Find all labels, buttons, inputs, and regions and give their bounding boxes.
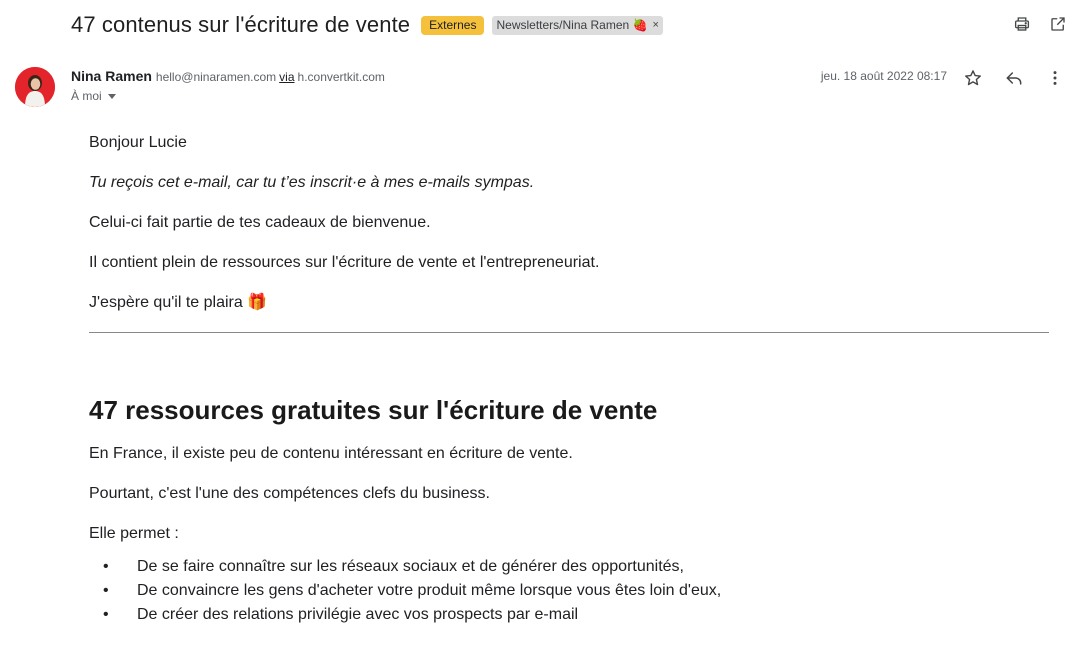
print-icon[interactable]	[1013, 15, 1031, 33]
label-newsletters[interactable]	[492, 16, 662, 35]
list-item: • De se faire connaître sur les réseaux sociaux et de générer des opportunités,	[89, 555, 1049, 579]
list-item: • De convaincre les gens d'acheter votre produit même lorsque vous êtes loin d'eux,	[89, 579, 1049, 603]
divider	[89, 332, 1049, 333]
recipient-label: À moi	[71, 89, 102, 103]
thread-actions	[1013, 15, 1067, 33]
open-in-new-window-icon[interactable]	[1049, 15, 1067, 33]
email-subject-row	[71, 10, 663, 40]
message-date: jeu. 18 août 2022 08:17	[820, 69, 947, 83]
more-vert-icon[interactable]	[1045, 68, 1065, 88]
sender-email: hello@ninaramen.com	[155, 70, 277, 84]
list-item: • De créer des relations privilégie avec vos prospects par e-mail	[89, 603, 1049, 627]
greeting: Bonjour Lucie	[89, 134, 187, 151]
section-paragraph-2: Pourtant, c'est l'une des compétences clefs du business.	[89, 485, 490, 502]
label-externes[interactable]: Externes	[421, 16, 484, 35]
section-paragraph-3: Elle permet :	[89, 525, 179, 542]
section-paragraph-1: En France, il existe peu de contenu intéressant en écriture de vente.	[89, 445, 573, 462]
chevron-down-icon[interactable]	[108, 94, 116, 99]
body-line-3: J'espère qu'il te plaira 🎁	[89, 294, 268, 311]
via-link[interactable]: via	[279, 70, 295, 84]
star-icon[interactable]	[963, 68, 983, 88]
recipient-toggle[interactable]	[71, 89, 116, 103]
sender-name[interactable]: Nina Ramen	[71, 68, 152, 84]
label-newsletters-text: Newsletters/Nina Ramen 🍓	[496, 17, 648, 32]
reply-icon[interactable]	[1004, 68, 1024, 88]
email-body	[89, 132, 1049, 627]
body-line-2: Il contient plein de ressources sur l'écriture de vente et l'entrepreneuriat.	[89, 254, 600, 271]
body-line-1: Celui-ci fait partie de tes cadeaux de bienvenue.	[89, 214, 431, 231]
intro-italic: Tu reçois cet e-mail, car tu t’es inscrit·e à mes e-mails sympas.	[89, 174, 535, 191]
benefits-list	[89, 555, 1049, 627]
sender-line	[71, 68, 385, 84]
section-heading: 47 ressources gratuites sur l'écriture de vente	[89, 395, 658, 425]
remove-label-icon[interactable]: ×	[652, 18, 659, 31]
sender-avatar[interactable]	[15, 67, 55, 107]
email-subject: 47 contenus sur l'écriture de vente	[71, 12, 411, 37]
via-domain: h.convertkit.com	[297, 70, 385, 84]
message-actions	[963, 68, 1065, 88]
